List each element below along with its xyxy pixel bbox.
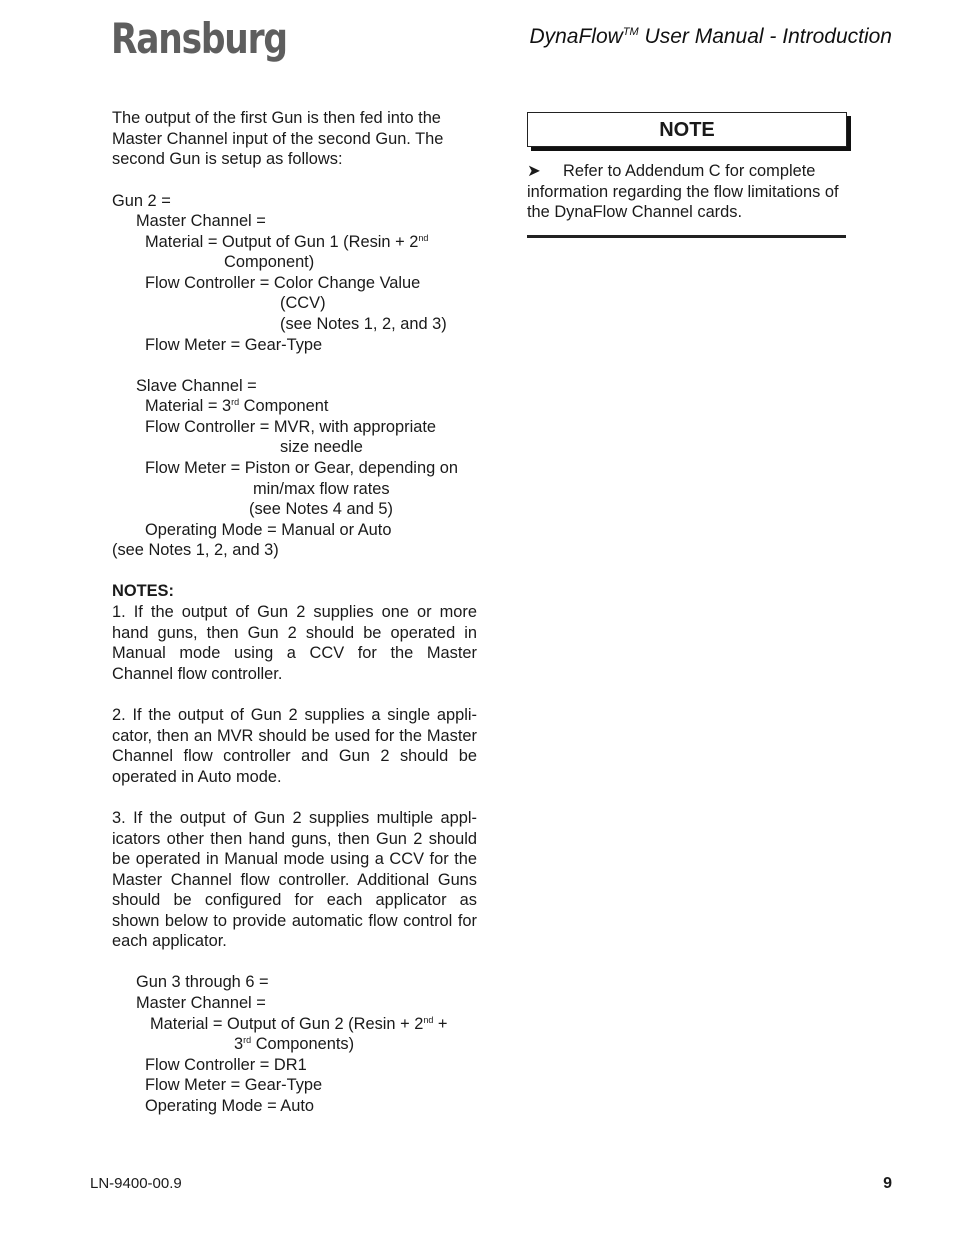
note-line-1: ➤ Refer to Addendum C for complete	[527, 162, 816, 180]
slave-flow-meter-cont: min/max flow rates	[253, 480, 390, 498]
master-channel2-label: Master Channel =	[136, 994, 266, 1012]
flow-controller-line-cont: (CCV)	[280, 294, 326, 312]
document-number: LN-9400-00.9	[90, 1175, 182, 1192]
slave-flow-controller-line: Flow Controller = MVR, with appropriate	[145, 418, 437, 436]
gun3-heading: Gun 3 through 6 =	[136, 973, 269, 991]
slave-channel-label: Slave Channel =	[136, 377, 257, 395]
note-bottom-rule	[527, 235, 846, 238]
operating-mode-line: Operating Mode = Manual or Auto	[145, 521, 392, 539]
notes-heading: NOTES:	[112, 582, 174, 600]
flow-controller-notes: (see Notes 1, 2, and 3)	[280, 315, 447, 333]
page-number: 9	[883, 1175, 892, 1192]
page-header-title: DynaFlow™ User Manual - Introduction	[529, 25, 892, 48]
intro-line-3: second Gun is setup as follows:	[112, 150, 343, 168]
slave-flow-meter-notes: (see Notes 4 and 5)	[249, 500, 393, 518]
note-line-3: the DynaFlow Channel cards.	[527, 203, 743, 221]
intro-line-1: The output of the first Gun is then fed into the	[112, 109, 441, 127]
operating-mode2-line: Operating Mode = Auto	[145, 1097, 315, 1115]
flow-meter2-line: Flow Meter = Gear-Type	[145, 1076, 323, 1094]
slave-flow-meter-line: Flow Meter = Piston or Gear, depending on	[145, 459, 458, 477]
intro-line-2: Master Channel input of the second Gun. The	[112, 130, 444, 148]
note-line-2: information regarding the flow limitations of	[527, 183, 839, 201]
flow-controller-line: Flow Controller = Color Change Value	[145, 274, 421, 292]
arrow-bullet-icon: ➤	[527, 162, 541, 180]
note-box	[527, 112, 847, 147]
note-title: NOTE	[659, 119, 715, 141]
see-notes-line: (see Notes 1, 2, and 3)	[112, 541, 279, 559]
note-1: 1. If the output of Gun 2 supplies one or more hand guns, then Gun 2 should be operated in Manual mode using a CCV for the Master Channel flow controller.	[112, 603, 477, 683]
flow-controller2-line: Flow Controller = DR1	[145, 1056, 307, 1074]
material2-line: Material = Output of Gun 2 (Resin + 2nd +	[150, 1015, 448, 1033]
note-3: 3. If the output of Gun 2 supplies multiple appl-icators other then hand guns, then Gun 2 should be operated in Manual mode using a CCV for the Master Channel flow controller. Additional Guns should be configured for each applicator as shown below to provide automatic flow control for each applicator.	[112, 809, 477, 950]
material2-line-cont: 3rd Components)	[234, 1035, 355, 1053]
slave-flow-controller-cont: size needle	[280, 438, 363, 456]
ransburg-logo: Ransburg	[111, 14, 287, 63]
note-2: 2. If the output of Gun 2 supplies a single appli-cator, then an MVR should be used for the Master Channel flow controller and Gun 2 should be operated in Auto mode.	[112, 706, 477, 786]
master-channel-label: Master Channel =	[136, 212, 266, 230]
material-line-cont: Component)	[224, 253, 315, 271]
material-line: Material = Output of Gun 1 (Resin + 2nd	[145, 233, 429, 251]
gun2-heading: Gun 2 =	[112, 192, 171, 210]
flow-meter-line: Flow Meter = Gear-Type	[145, 336, 323, 354]
slave-material-line: Material = 3rd Component	[145, 397, 329, 415]
